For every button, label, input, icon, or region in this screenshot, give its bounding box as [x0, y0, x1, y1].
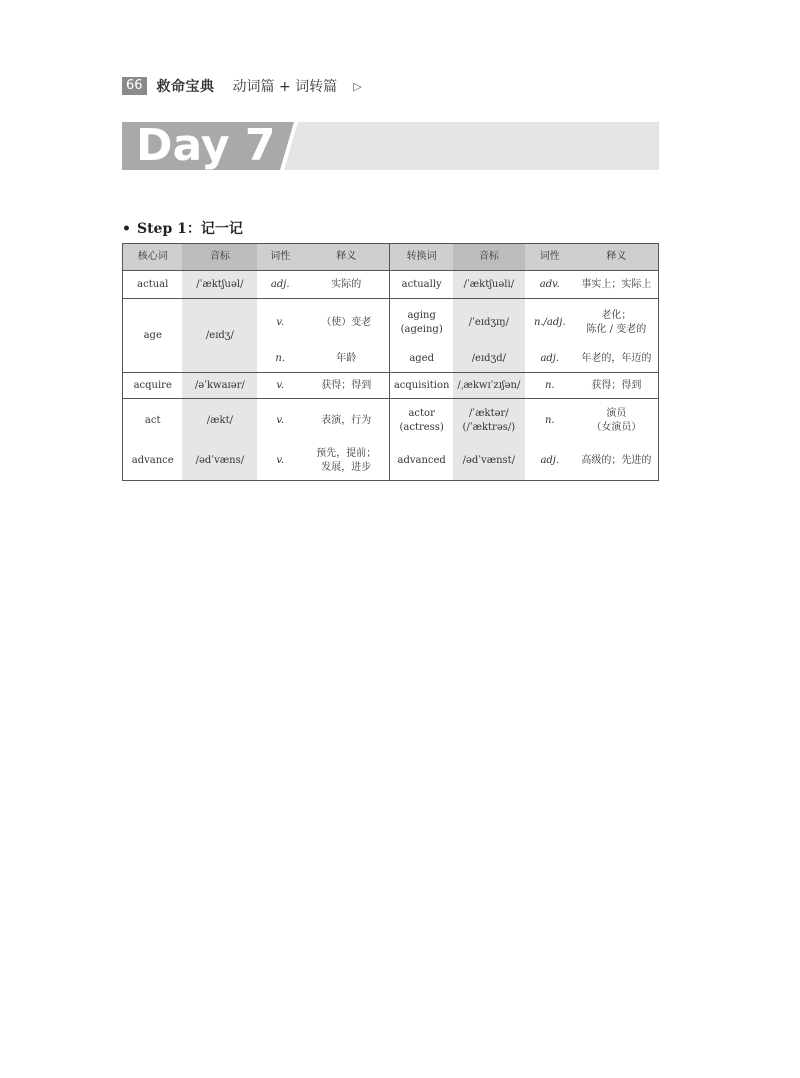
ipa: /ədˈvæns/ [182, 443, 257, 481]
pos: n. [275, 353, 286, 365]
table-row [123, 399, 659, 443]
header-converted-word: 转换词 [390, 244, 453, 271]
pos: v. [257, 299, 303, 347]
converted-pos: adv. [539, 278, 560, 290]
converted-ipa: /ˈeɪdʒɪŋ/ [453, 299, 525, 347]
converted-word: advanced [390, 443, 453, 481]
header-pos: 词性 [257, 244, 303, 271]
core-word: advance [131, 455, 174, 467]
converted-meaning: 事实上；实际上 [581, 278, 652, 290]
ipa: /eɪdʒ/ [182, 299, 257, 373]
play-arrow-icon: ▷ [353, 79, 362, 93]
table-header-row [123, 244, 659, 271]
pos: adj. [270, 278, 290, 290]
converted-ipa: /ˌækwɪˈzɪʃən/ [453, 373, 525, 399]
section-title: 动词篇 + 词转篇 [232, 79, 338, 95]
day-title: Day 7 [136, 120, 276, 171]
page-header [122, 76, 362, 96]
header-core-word: 核心词 [123, 244, 183, 271]
meaning: 年龄 [336, 353, 357, 365]
converted-meaning: 演员 （女演员） [575, 399, 659, 443]
table-row [123, 373, 659, 399]
converted-word: actor (actress) [390, 399, 453, 443]
converted-pos: adj. [540, 455, 560, 467]
core-word: age [123, 299, 183, 373]
meaning: 表演，行为 [303, 399, 390, 443]
bullet: • [122, 221, 131, 237]
converted-pos: n./adj. [525, 299, 575, 347]
table-row [123, 299, 659, 347]
converted-meaning: 年老的，年迈的 [581, 353, 652, 365]
ipa: /ˈæktʃuəl/ [182, 271, 257, 299]
converted-word: aging (ageing) [390, 299, 453, 347]
day-banner [122, 122, 659, 170]
converted-word: aged [390, 347, 453, 373]
meaning: 实际的 [331, 278, 362, 290]
converted-ipa: /ədˈvænst/ [453, 443, 525, 481]
converted-meaning: 高级的；先进的 [581, 455, 652, 467]
pos: v. [257, 399, 303, 443]
ipa: /əˈkwaɪər/ [182, 373, 257, 399]
converted-pos: n. [525, 373, 575, 399]
step-heading [122, 218, 243, 238]
converted-pos: n. [525, 399, 575, 443]
page-number: 66 [122, 77, 147, 95]
converted-pos: adj. [540, 353, 560, 365]
table-row [123, 443, 659, 481]
meaning: 获得；得到 [303, 373, 390, 399]
pos: v. [276, 455, 285, 467]
converted-ipa: /eɪdʒd/ [453, 347, 525, 373]
converted-meaning: 获得；得到 [575, 373, 659, 399]
converted-word: acquisition [390, 373, 453, 399]
core-word: act [123, 399, 183, 443]
header-converted-meaning: 释义 [575, 244, 659, 271]
header-converted-ipa: 音标 [453, 244, 525, 271]
header-converted-pos: 词性 [525, 244, 575, 271]
converted-word: actually [390, 271, 453, 299]
core-word: acquire [123, 373, 183, 399]
header-meaning: 释义 [303, 244, 390, 271]
header-ipa: 音标 [182, 244, 257, 271]
converted-meaning: 老化； 陈化 / 变老的 [575, 299, 659, 347]
book-title: 救命宝典 [156, 79, 215, 95]
vocab-table [122, 243, 659, 481]
table-row [123, 271, 659, 299]
converted-ipa: /ˈæktʃuəli/ [453, 271, 525, 299]
step-label: Step 1：记一记 [136, 221, 243, 237]
core-word: actual [137, 278, 169, 290]
meaning: 预先，提前； 发展，进步 [316, 448, 377, 474]
converted-ipa: /ˈæktər/ (/ˈæktrəs/) [453, 399, 525, 443]
ipa: /ækt/ [182, 399, 257, 443]
pos: v. [257, 373, 303, 399]
meaning: （使）变老 [303, 299, 390, 347]
